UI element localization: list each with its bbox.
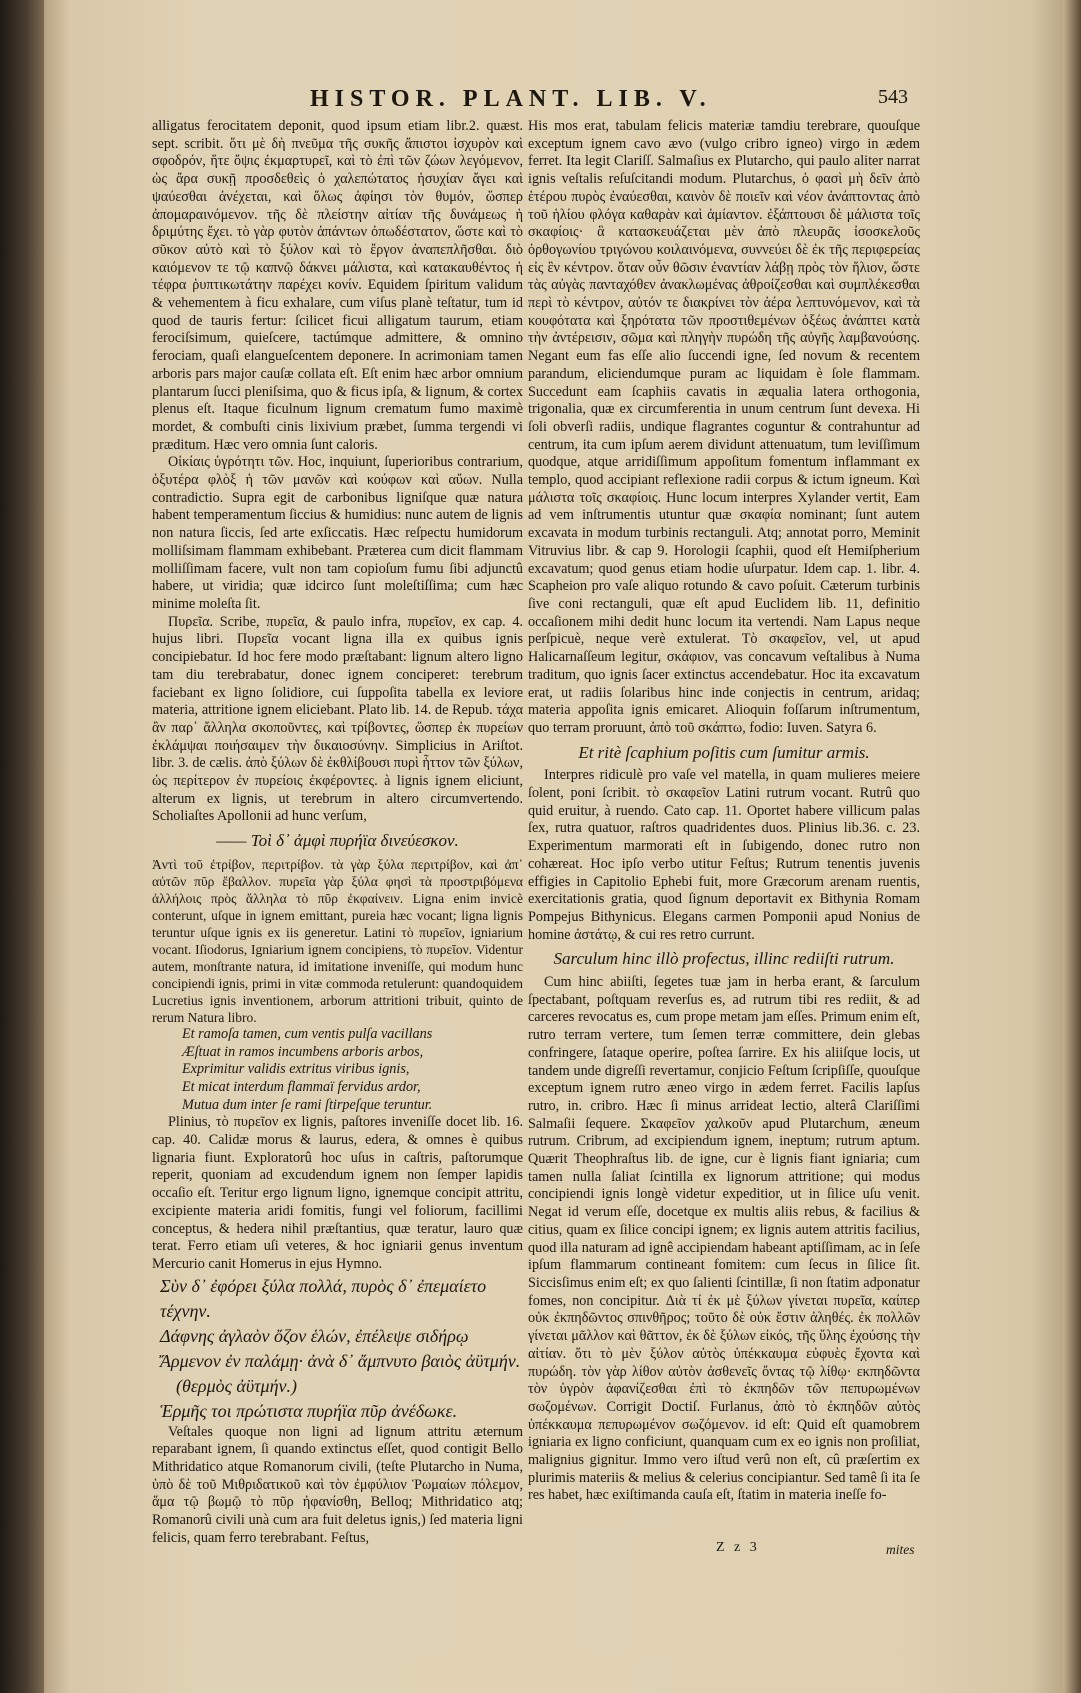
left-column-paragraph: Mutua dum inter ſe rami ſtirpeſque teruntur. — [182, 1096, 433, 1113]
signature-mark: Z z 3 — [716, 1540, 760, 1555]
right-column-paragraph: His mos erat, tabulam felicis materiæ tamdiu terebrare, quouſque exceptum ignem cavo ævo (vulgo cribro igneo) virgo in ædem ferret. Ita legit Clariſſ. Salmaſius ex Plutarcho, qui paulo aliter narrat ignis veſtalis reſuſcitandi modum. Plutarchus, ὁ φασὶ μὴ δεῖν ἀπὸ ἑτέρου πυρὸς ἐναύεσθαι, καινὸν δὲ ποιεῖν καὶ νέον ἀνάπτοντας ἀπὸ τοῦ ἡλίου φλόγα καθαρὰν καὶ ἀμίαντον. ἐξάπτουσι δὲ μάλιστα τοῖς σκαφίοις· ἃ κατασκευάζεται μὲν ἀπὸ πλευρᾶς ἰσοσκελοῦς ὀρθογωνίου τριγώνου κοιλαινόμενα, συννεύει δὲ ἐκ τῆς περιφερείας εἰς ἓν κέντρον. ὅταν οὖν θῶσιν ἐναντίαν λάβῃ πρὸς τὸν ἥλιον, ὥστε τὰς αὐγὰς πανταχόθεν ἀνακλωμένας ἀθροίζεσθαι καὶ συμπλέκεσθαι περὶ τὸ κέντρον, αὐτόν τε διακρίνει τὸν ἀέρα λεπτυνόμενον, καὶ τὰ κουφότατα καὶ ξηρότατα τῶν προστιθεμένων ὀξέως ἀνάπτει κατὰ τὴν ἀντέρεισιν, σῶμα καὶ πληγὴν πυρώδη τῆς αὐγῆς λαμβανούσης. Negant eum fas eſſe alio ſuccendi igne, ſed novum & recentem parandum, eliciendumque puram ac liquidam è ſole flammam. Succedunt eam ſcaphiis cavatis in æqualia latera orthogonia, trigonalia, quæ ex circumferentia in unum centrum ſunt devexa. Hi ſoli obverſi radiis, undique flagrantes coguntur & contrahuntur ad centrum, ita cum ipſum aerem dividunt attenuatum, tum leviſſimum quodque, atque arridiſſimum appoſitum fomentum inflammant ex templo, quod accipiant reflexione radii corpus & ictum igneum. Καὶ μάλιστα τοῖς σκαφίοις. Hunc locum interpres Xylander vertit, Eam ad vem inſtrumentis utuntur quæ σκαφία nominant; ſunt autem excavata in modum turbinis rectanguli. Atq; annotat porro, Meminit Vitruvius libr. & cap 9. Horologii ſcaphii, quod eſt Hemiſpherium excavatum; quod genus etiam hodie uſurpatur. Idem cap. 1. libr. 4. Scapheion pro vaſe aliquo rotundo & cavo poſuit. Cæterum turbinis ſive coni rectanguli, quæ eſt apud Euclidem lib. 11, definitio occaſionem mihi dedit hunc locum ita vertendi. Nam Lapus neque perſpicuè, neque verè extulerat. Τὸ σκαφεῖον, vel, ut apud Halicarnaſſeum legitur, σκάφιον, vas concavum veſtalibus à Numa traditum, quo ignis ſacer extinctus accendebatur. Hoc ita excavatum erat, ut radiis ſolaribus hinc inde conjectis in centrum, aridaq; materia appoſita ignis emicaret. Alioquin foſſarum inſtrumentum, quo terram proruunt, ἀπὸ τοῦ σκάπτω, fodio: Iuven. Satyra 6. — [528, 118, 920, 736]
left-column-paragraph: (θερμὸς ἀϋτμήν.) — [176, 1375, 298, 1396]
left-column-paragraph: —— Τοὶ δ᾽ ἀμφὶ πυρήϊα δινεύεσκον. — [216, 831, 459, 851]
left-column-paragraph: alligatus ferocitatem deponit, quod ipsum etiam libr.2. quæst. sept. scribit. ὅτι μὲ δὴ πνεῦμα τῆς συκῆς ἄπιστοι ἰσχυρὸν καὶ σφοδρόν, ἥτε ὄψις ἐκμαρτυρεῖ, καὶ τὸ ἐπὶ τῶν ζώων λεγόμενον, ὡς ἄρα συκῇ προσδεθεὶς ὁ χαλεπώτατος ἡσυχίαν ἄγει καὶ ψαύεσθαι ἀνέχεται, καὶ ὅλως ἀφίησι τὸν θυμόν, ὥσπερ ἀπομαραινόμενον. τῆς δὲ πλείστην αἰτίαν τῆς δυνάμεως ἡ δριμύτης ἔχει. τὸ γὰρ φυτὸν ἁπάντων ὀπωδέστατον, ὥστε καὶ τὸ σῦκον αὐτὸ καὶ τὸ ξύλον καὶ τὸ ἔργον ἀναπεπλῆσθαι. διὸ καιόμενον τε τῷ καπνῷ δάκνει μάλιστα, καὶ κατακαυθέντος ἡ τέφρα ῥυπτικωτάτην παρέχει κονίν. Equidem ſpiritum validum & vehementem à ficu exhalare, cum viſus planè teſtatur, tum id quod de tauris fertur: ſcilicet ficui alligatum taurum, etiam ferociſsimum, quieſcere, tactúmque admittere, & omnino ferociam, quaſi elangueſcentem deponere. In acrimoniam tamen arboris pars major cauſæ collata eſt. Eſt enim hæc arbor omnium plantarum ſucci pleniſsima, quo & ficus ipſa, & lignum, & cortex plenus eſt. Itaque ficulnum lignum crematum fumo maximè mordet, & combuſti cinis lixivium præbet, ſumma tergendi vi præditum. Hæc vero omnia ſunt caloris. — [152, 118, 523, 453]
left-column-paragraph: Ἀντὶ τοῦ ἐτρίβον, περιτρίβον. τὰ γὰρ ξύλα περιτρίβον, καὶ ἀπ᾽ αὐτῶν πῦρ ἔβαλλον. πυρεῖα γὰρ ξύλα φησὶ τὰ προστριβόμενα ἀλλήλοις πρὸς ἄλληλα τὸ πῦρ ἐκφαίνειν. Ligna enim invicè conterunt, uſque in ignem emittant, pureia hæc vocant; ligna lignis teruntur uſque ignis ex iis generetur. Latini τὸ πυρεῖον, igniarium vocant. Iſiodorus, Igniarium ignem concipiens, τὸ πυρεῖον. Videntur autem, monſtrante natura, id imitatione inveniſſe, qui modum hunc concipiendi ignis, primi in vitæ commoda retulerunt: quandoquidem Lucretius ignis inventionem, arborum attritioni tribuit, quinto de rerum Natura libro. — [152, 856, 523, 1025]
left-column-paragraph: Πυρεῖα. Scribe, πυρεῖα, & paulo infra, πυρεῖον, ex cap. 4. hujus libri. Πυρεῖα vocant ligna illa ex quibus ignis concipiebatur. Id hoc fere modo præſtabant: lignum altero ligno tam diu terebrabatur, donec ignem conciperet: terebrum faciebant ex ligno ſolidiore, cui ſuppoſita tabella ex leviore materia, attritione ignem eliciebant. Plato lib. 14. de Repub. τάχα ἂν παρ᾽ ἄλληλα σκοποῦντες, καὶ τρίβοντες, ὥσπερ ἐκ πυρείων ἐκλάμψαι ποιήσαιμεν τὴν δικαιοσύνην. Simplicius in Ariſtot. libr. 3. de cælis. ἀπὸ ξύλων δὲ ἐκθλίβουσι πυρὶ ἧττον τῶν ξύλων, ὡς περίτερον ἐν πυρείοις ἐκφέροντες. à lignis ignem eliciunt, alterum ex lignis, ut terebrum in altero circumvertendo. Scholiaſtes Apollonii ad hunc verſum, — [152, 613, 523, 825]
left-column-paragraph: Æſtuat in ramos incumbens arboris arbos, — [182, 1043, 424, 1060]
left-column-paragraph: Δάφνης ἀγλαὸν ὄζον ἑλών, ἐπέλεψε σιδήρῳ — [160, 1325, 469, 1346]
catchword: mites — [886, 1542, 915, 1557]
left-column-paragraph: Σὺν δ᾽ ἐφόρει ξύλα πολλά, πυρὸς δ᾽ ἐπεμαίετο τέχνην. — [160, 1275, 487, 1321]
binding-gutter — [0, 0, 44, 1693]
right-column-paragraph: Interpres ridiculè pro vaſe vel matella, in quam mulieres meiere ſolent, poni ſcribit. τὸ σκαφεῖον Latini rutrum vocant. Rutrû quo quid eruitur, à ruendo. Cato cap. 11. Oportet habere villicum palas ſex, rutra quatuor, raſtros quadridentes duos. Plinius lib.36. c. 23. Experimentum marmorati eſt in ſubigendo, donec rutro non cohæreat. Hoc ipſo verbo utitur Feſtus; Rutrum tenentis juvenis effigies in Capitolio Ephebi fuit, more Græcorum arenam ruentis, exercitationis gratia, quod ſignum deportavit ex Bithynia Romam Pompejus Bithynicus. Elegans carmen Pomponii apud Nonius de homine ἀστάτῳ, & cui res retro currunt. — [528, 767, 920, 943]
left-column-paragraph: Ἄρμενον ἐν παλάμῃ· ἀνὰ δ᾽ ἄμπνυτο βαιὸς ἀϋτμήν. — [160, 1350, 521, 1371]
left-column-paragraph: Et micat interdum flammaï fervidus ardor, — [182, 1078, 421, 1095]
left-column — [152, 118, 523, 1548]
left-column-paragraph: Veſtales quoque non ligni ad lignum attritu æternum reparabant ignem, ſi quando extinctus eſſet, quod contigit Bello Mithridatico atque Romanorum civili, (teſte Plutarcho in Numa, ὑπὸ δὲ τοῦ Μιθριδατικοῦ καὶ τὸν ἐμφύλιον Ῥωμαίων πόλεμον, ἅμα τῷ βωμῷ τὸ πῦρ ἠφανίσθη, Belloq; Mithridatico atq; Romanorû civili unà cum ara fuit deletus ignis,) ſed materia ligni felicis, quam ferro terebrabant. Feſtus, — [152, 1423, 523, 1546]
page-edge — [1063, 0, 1081, 1693]
right-column — [528, 118, 920, 1538]
left-column-paragraph: Exprimitur validis extritus viribus ignis, — [182, 1061, 410, 1078]
running-head: HISTOR. PLANT. LIB. V. — [310, 86, 712, 112]
right-column-paragraph: Sarculum hinc illò profectus, illinc rediiſti rutrum. — [553, 949, 895, 969]
left-column-paragraph: Et ramoſa tamen, cum ventis pulſa vacillans — [182, 1025, 433, 1042]
left-column-paragraph: Ἑρμῆς τοι πρώτιστα πυρήϊα πῦρ ἀνέδωκε. — [160, 1400, 458, 1421]
left-column-paragraph: Plinius, τὸ πυρεῖον ex lignis, paſtores inveniſſe docet lib. 16. cap. 40. Calidæ morus & laurus, edera, & omnes è quibus lignaria fiunt. Exploratorû hoc uſus in caſtris, paſtorumque reperit, quoniam ad excudendum ignem non ſemper lapidis occaſio eſt. Teritur ergo lignum ligno, ignemque concipit attritu, excipiente materia aridi fomitis, fungi vel foliorum, facillimi conceptus, & hedera nihil præſtantius, quæ teratur, lauro quæ terat. Ferro etiam uſi veteres, & hoc igniarii genus inventum Mercurio canit Homerus in ejus Hymno. — [152, 1114, 523, 1272]
left-column-paragraph: Οἰκίαις ὑγρότητι τῶν. Hoc, inquiunt, ſuperioribus contrarium, ὀξυτέρα φλὸξ ἡ τῶν μανῶν καὶ κούφων καὶ αὔων. Nulla contradictio. Supra egit de carbonibus ligniſque quæ natura habent temperamentum ſiccius & humidius: nunc autem de lignis non natura ſiccis, ſed arte exſiccatis. Hæc reſpectu humidorum molliſsimam flammam exhibebant. Præterea cum dicit flammam molliſſimam facere, vult non tam copioſum fumu ſibi adjunctû habere, ut viridia; quæ idcirco ſunt moleſtiſſima; cum hæc minime moleſta ſit. — [152, 454, 523, 612]
right-column-paragraph: Et ritè ſcaphium poſitis cum ſumitur armis. — [578, 742, 870, 762]
right-column-paragraph: Cum hinc abiiſti, ſegetes tuæ jam in herba erant, & ſarculum ſpectabant, poſtquam reverſus es, ad rutrum tibi res rediit, & ad carceres revocatus es, cum prope metam jam eſſes. Primum enim eſt, rutro terram vertere, tum ſemen terræ committere, dein glebas confringere, ſataque operire, poſtea ſarrire. Ex his aliiſque locis, ut tandem unde digreſſi revertamur, conjicio Feſtum ſcripſiſſe, quouſque exceptum ignem rutro æneo virgo in ædem ferret. Facilis lapſus rutro, in. cribro. Hæc ſi minus arrideat lectio, alterâ Clariſſimi Salmaſii ſequere. Σκαφεῖον χαλκοῦν apud Plutarchum, æneum rutrum. Cribrum, ad excipiendum ignem, ineptum; rutrum aptum. Quærit Theophraſtus lib. de igne, cur è lignis fiant igniaria; cum tamen nulla ſaliat ſcintilla ex lignorum attritione; qui modus concipiendi ignis longè videtur expeditior, ut in ſilice uſu venit. Negat id verum eſſe, docetque ex multis aliis rebus, & facilius & citius, quam ex ſilice concipi ignem; ex lignis autem attritis facilius, quod illa naturam ad ignê accipiendam habeant aptiſſimam, ac in ſeſe ipſum flammarum contineant fomitem: cum ſecus in ſilice ſit. Siccisſimus enim eſt; ex quo ſalienti ſcintillæ, ſi non ſtatim adponatur fomes, non concipitur. Διὰ τί ἐκ μὲ ξύλων γίνεται πυρεῖα, καίπερ οὐκ ἐκπηδῶντος σπινθῆρος; τοῦτο δὲ οὐκ ἔστιν ἀληθές. ἐκ πολλῶν γίνεται μᾶλλον καὶ θᾶττον, ἐκ δὲ ξύλων εἰκός, τῆς ὕλης ἐχούσης τὴν αἰτίαν. ὅτι τὸ μὲν ξύλον αὐτὸς ὑπέκκαυμα εὐφυὲς ἔχοντα καὶ πυρώδη. τὸν γὰρ λίθον αὐτὸν ἀσθενεῖς ὄντας τῷ λίθῳ· εκπηδῶντα τὸν ὑγρὸν ἀφανίζεσθαι ἐπὶ τὸ ἐκπηδῶν τῶν πεπυρωμένων σωζομένων. Corrigit Doctiſ. Furlanus, ἀπὸ τὸ ἐκπηδῶν αὐτὸς ὑπέκκαυμα πεπυρωμένον σωζόμενον. id eſt: Quid eſt quamobrem igniaria ex ligno conficiunt, quanquam cum ex eo ignis non proſiliat, malignius gignitur. Immo vero iſtud verû non eſt, cû præſertim ex plurimis materiis & melius & celerius concipiantur. Sed tamê ſi ita ſe res habet, hæc exiſtimanda cauſa eſt, ſtatim in materia ineſſe fo- — [528, 974, 920, 1504]
page-number: 543 — [878, 86, 908, 108]
